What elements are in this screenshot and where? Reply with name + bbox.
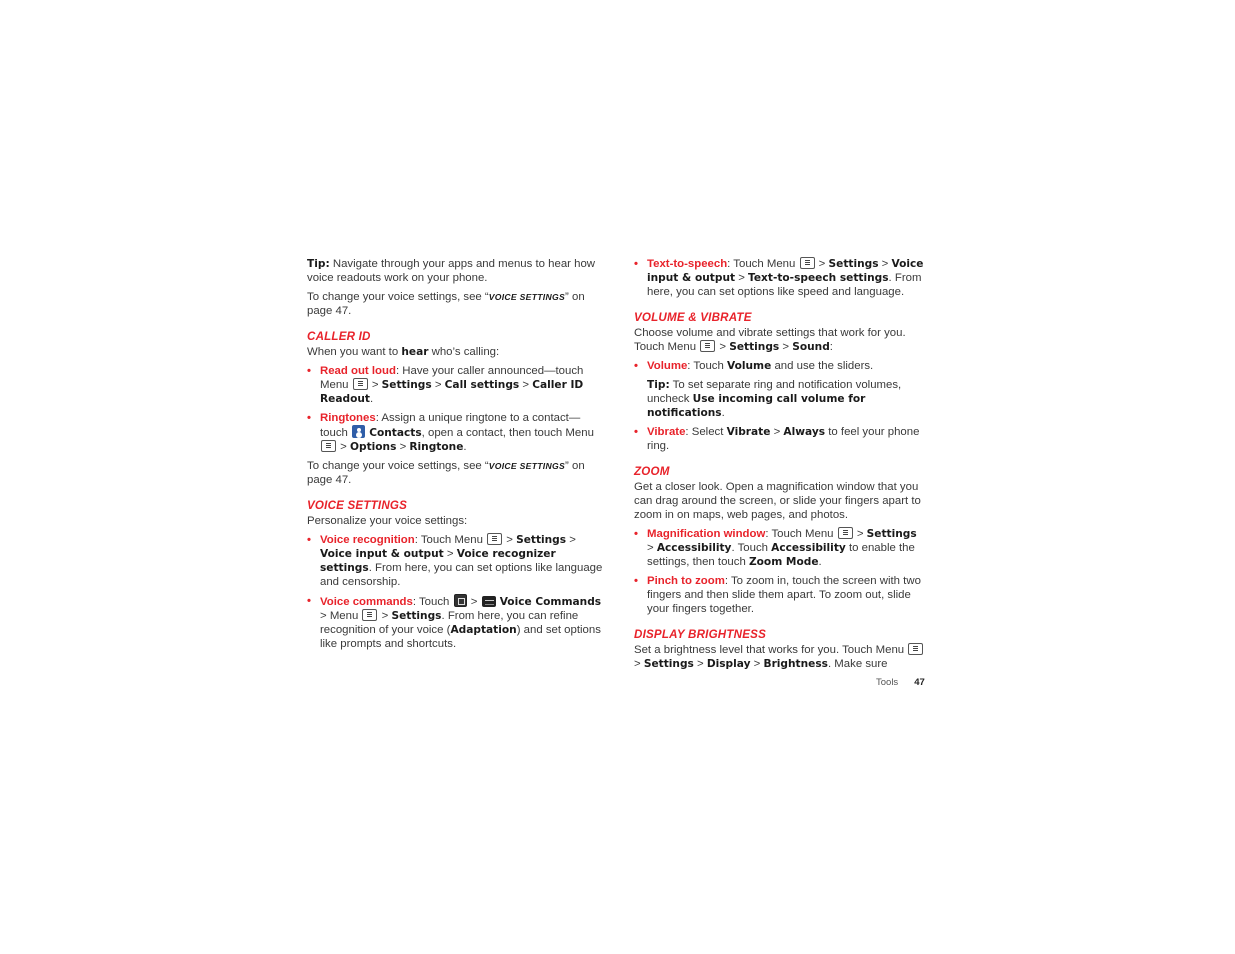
page-number: 47 <box>914 677 925 688</box>
voice-settings-link[interactable]: VOICE SETTINGS <box>488 292 566 302</box>
list-item: • Voice commands: Touch > Voice Commands > Menu > Settings. From here, you can refine recognition of your voice (Adaptation) and set options like prompts and shortcuts. <box>307 594 603 651</box>
list-item: • Magnification window: Touch Menu > Settings > Accessibility. Touch Accessibility to enable the settings, then touch Zoom Mode. <box>634 527 926 569</box>
menu-icon <box>353 378 368 390</box>
voice-commands-icon <box>482 596 496 607</box>
caller-id-intro: When you want to hear who’s calling: <box>307 346 500 358</box>
volume-list <box>634 359 926 453</box>
list-item: • Pinch to zoom: To zoom in, touch the screen with two fingers and then slide them apart. To zoom out, slide your fingers together. <box>634 574 926 616</box>
menu-icon <box>487 533 502 545</box>
volume-intro: Choose volume and vibrate settings that work for you. Touch Menu > Settings > Sound: <box>634 327 906 353</box>
voice-settings-intro: Personalize your voice settings: <box>307 515 468 527</box>
menu-icon <box>908 643 923 655</box>
caller-id-heading: CALLER ID <box>307 330 371 343</box>
right-column <box>634 257 926 676</box>
zoom-list <box>634 527 926 616</box>
contacts-icon <box>352 425 365 438</box>
zoom-intro: Get a closer look. Open a magnification window that you can drag around the screen, or slide your fingers apart to zoom in on maps, web pages, and photos. <box>634 481 921 521</box>
menu-icon <box>800 257 815 269</box>
tip-paragraph: Tip: Navigate through your apps and menus to hear how voice readouts work on your phone. <box>307 258 596 284</box>
zoom-heading: ZOOM <box>634 465 670 478</box>
voice-settings-heading: VOICE SETTINGS <box>307 499 408 512</box>
section-name: Tools <box>876 677 899 688</box>
left-column <box>307 257 603 656</box>
list-item: • Volume: Touch Volume and use the sliders. Tip: To set separate ring and notification volumes, uncheck Use incoming call volume for notifications. <box>634 359 926 420</box>
list-item: • Text-to-speech: Touch Menu > Settings > Voice input & output > Text-to-speech settings. From here, you can set options like speed and language. <box>634 257 926 299</box>
volume-tip: Tip: To set separate ring and notification volumes, uncheck Use incoming call volume for notifications. <box>647 379 902 419</box>
voice-settings-link[interactable]: VOICE SETTINGS <box>488 461 566 471</box>
menu-icon <box>838 527 853 539</box>
brightness-intro: Set a brightness level that works for you. Touch Menu > Settings > Display > Brightness. Make sure <box>634 643 926 671</box>
page-footer <box>876 677 925 688</box>
apps-icon <box>454 594 467 607</box>
menu-icon <box>700 340 715 352</box>
volume-heading: VOLUME & VIBRATE <box>634 311 752 324</box>
change-settings-note: To change your voice settings, see “VOICE SETTINGS” on page 47. <box>307 460 585 486</box>
brightness-heading: DISPLAY BRIGHTNESS <box>634 628 767 641</box>
change-settings-note: To change your voice settings, see “VOICE SETTINGS” on page 47. <box>307 291 585 317</box>
list-item: • Read out loud: Have your caller announced—touch Menu > Settings > Call settings > Caller ID Readout. <box>307 364 603 406</box>
list-item: • Voice recognition: Touch Menu > Settings > Voice input & output > Voice recognizer settings. From here, you can set options like language and censorship. <box>307 533 603 589</box>
list-item: • Ringtones: Assign a unique ringtone to a contact—touch Contacts, open a contact, then touch Menu > Options > Ringtone. <box>307 411 603 454</box>
voice-settings-list-cont <box>634 257 926 299</box>
menu-icon <box>321 440 336 452</box>
menu-icon <box>362 609 377 621</box>
caller-id-list <box>307 364 603 454</box>
voice-settings-list <box>307 533 603 651</box>
list-item: • Vibrate: Select Vibrate > Always to feel your phone ring. <box>634 425 926 453</box>
